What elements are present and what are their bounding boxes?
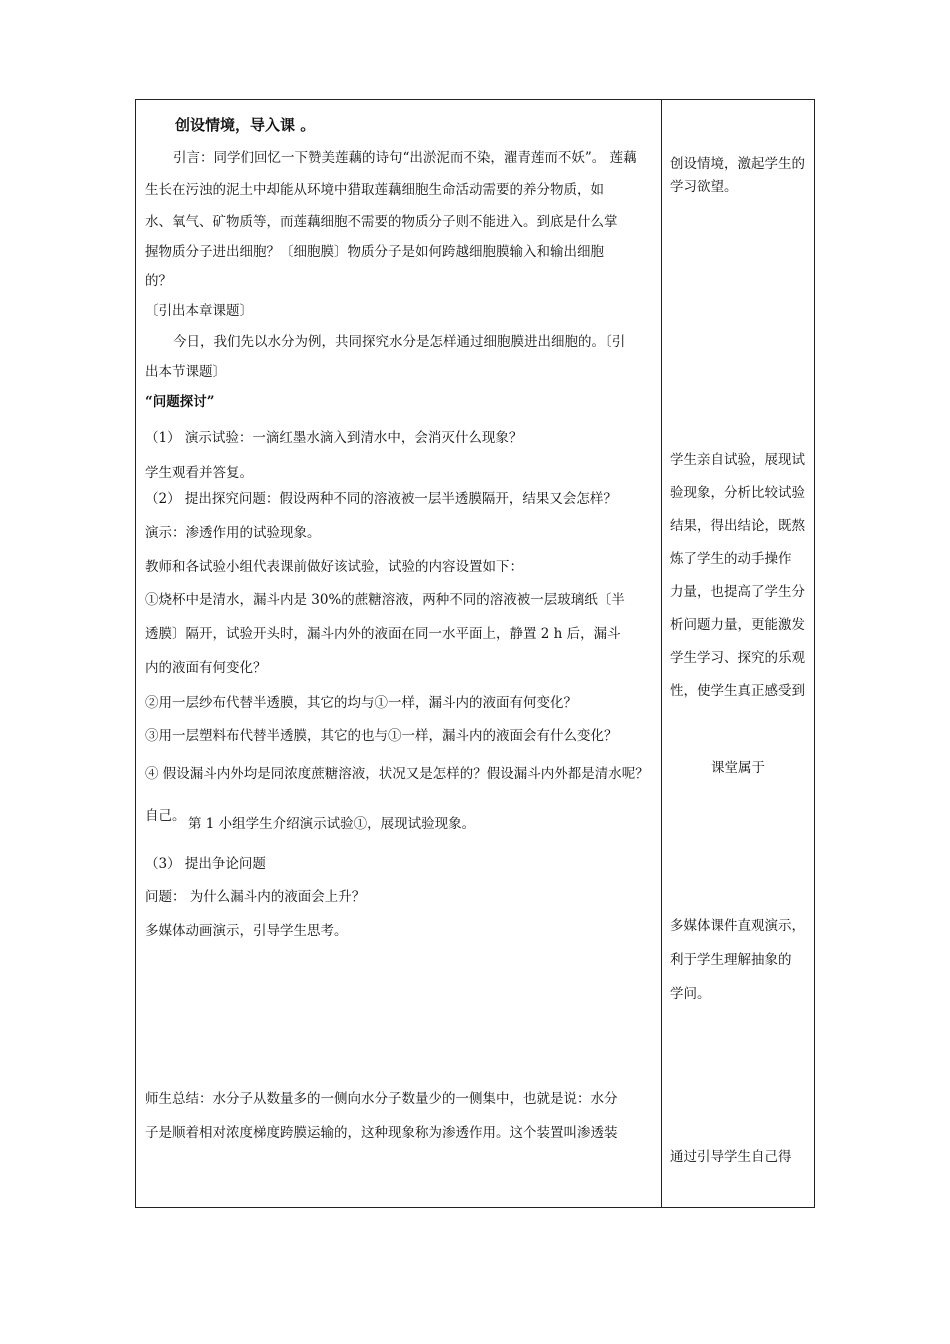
side-note-2: 析问题力量，更能激发 <box>670 617 805 633</box>
side-note-2: 力量，也提高了学生分 <box>670 584 805 600</box>
side-note-2: 炼了学生的动手操作 <box>670 551 792 567</box>
step-1: （1） 演示试验：一滴红墨水滴入到清水中，会消灭什么现象？ <box>145 430 523 446</box>
question: 问题： 为什么漏斗内的液面会上升？ <box>145 889 366 905</box>
section-heading: 创设情境，导入课 。 <box>175 116 316 134</box>
step-3: （3） 提出争论问题 <box>145 856 266 872</box>
media-demo: 多媒体动画演示，引导学生思考。 <box>145 923 348 939</box>
problem-heading: “问题探讨” <box>145 394 215 410</box>
side-note-2: 结果，得出结论，既熬 <box>670 518 805 534</box>
side-note-1: 学习欲望。 <box>670 179 738 195</box>
side-note-1: 创设情境，激起学生的 <box>670 156 805 172</box>
chapter-note: 〔引出本章课题〕 <box>145 303 253 319</box>
step-2-demo: 演示：渗透作用的试验现象。 <box>145 525 321 541</box>
side-note-2: 学生亲自试验，展现试 <box>670 452 805 468</box>
experiment-item-1: 透膜〕隔开，试验开头时，漏斗内外的液面在同一水平面上，静置 2 h 后，漏斗 <box>145 626 621 642</box>
side-note-3: 利于学生理解抽象的 <box>670 952 792 968</box>
experiment-item-1: ①烧杯中是清水，漏斗内是 30%的蔗糖溶液，两种不同的溶液被一层玻璃纸〔半 <box>145 592 625 608</box>
intro-line: 握物质分子进出细胞？〔细胞膜〕物质分子是如何跨越细胞膜输入和输出细胞 <box>145 244 604 260</box>
today-line: 出本节课题〕 <box>145 364 226 380</box>
experiment-item-4: ④ 假设漏斗内外均是同浓度蔗糖溶液，状况又是怎样的？假设漏斗内外都是清水呢？ <box>145 766 649 782</box>
side-note-4: 通过引导学生自己得 <box>670 1149 792 1165</box>
setup-intro: 教师和各试验小组代表课前做好该试验，试验的内容设置如下： <box>145 559 523 575</box>
experiment-item-2: ②用一层纱布代替半透膜，其它的均与①一样，漏斗内的液面有何变化？ <box>145 695 577 711</box>
group-intro: 第 1 小组学生介绍演示试验①，展现试验现象。 <box>188 816 476 832</box>
today-line: 今日，我们先以水分为例，共同探究水分是怎样通过细胞膜进出细胞的。〔引 <box>173 334 626 350</box>
experiment-item-1: 内的液面有何变化？ <box>145 660 267 676</box>
side-note-2: 学生学习、探究的乐观 <box>670 650 805 666</box>
side-note-2: 验现象，分析比较试验 <box>670 485 805 501</box>
side-note-2-tail: 课堂属于 <box>711 760 765 776</box>
side-note-3: 多媒体课件直观演示， <box>670 918 805 934</box>
experiment-item-3: ③用一层塑料布代替半透膜，其它的也与①一样，漏斗内的液面会有什么变化？ <box>145 728 618 744</box>
summary-line: 子是顺着相对浓度梯度跨膜运输的，这种现象称为渗透作用。这个装置叫渗透装 <box>145 1125 618 1141</box>
self-word: 自己。 <box>145 808 186 824</box>
intro-line: 水、氧气、矿物质等，而莲藕细胞不需要的物质分子则不能进入。到底是什么掌 <box>145 214 618 230</box>
column-divider <box>661 99 662 1208</box>
step-2: （2） 提出探究问题：假设两种不同的溶液被一层半透膜隔开，结果又会怎样？ <box>145 491 617 507</box>
side-note-3: 学问。 <box>670 986 711 1002</box>
intro-line: 引言：同学们回忆一下赞美莲藕的诗句“出淤泥而不染，濯青莲而不妖”。 莲藕 <box>173 150 637 166</box>
intro-line: 的？ <box>145 273 172 289</box>
side-note-2: 性，使学生真正感受到 <box>670 683 805 699</box>
intro-line: 生长在污浊的泥土中却能从环境中猎取莲藕细胞生命活动需要的养分物质，如 <box>145 182 604 198</box>
step-1-answer: 学生观看并答复。 <box>145 465 253 481</box>
summary-line: 师生总结：水分子从数量多的一侧向水分子数量少的一侧集中，也就是说：水分 <box>145 1091 618 1107</box>
